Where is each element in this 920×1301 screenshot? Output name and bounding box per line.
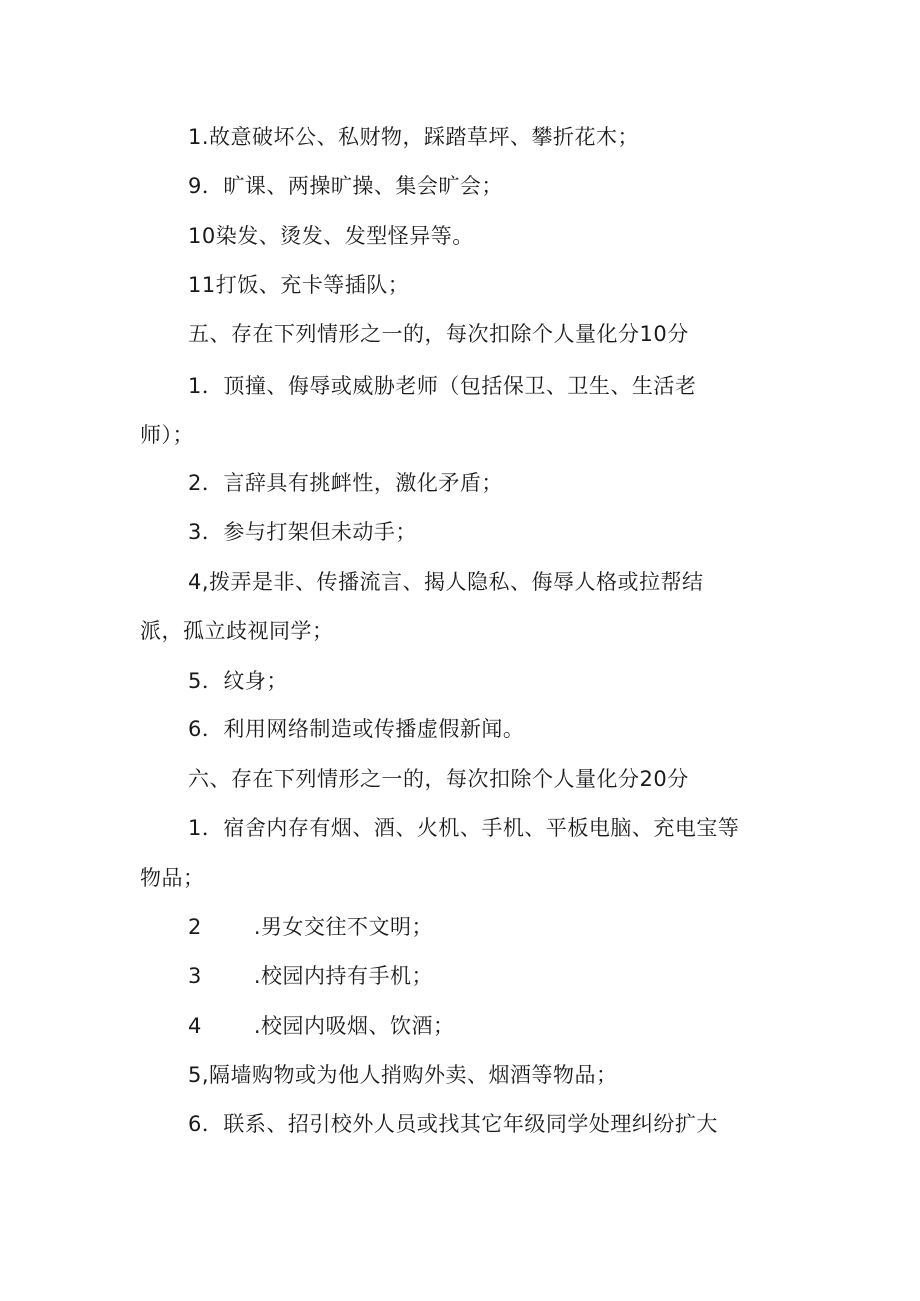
text-line: 派，孤立歧视同学； xyxy=(140,619,334,643)
text-line: 5,隔墙购物或为他人捎购外卖、烟酒等物品； xyxy=(188,1063,618,1087)
text-line: 6．利用网络制造或传播虚假新闻。 xyxy=(188,717,525,741)
section-heading: 六、存在下列情形之一的，每次扣除个人量化分20分 xyxy=(188,767,689,791)
text-line: 4,拨弄是非、传播流言、揭人隐私、侮辱人格或拉帮结 xyxy=(188,570,704,594)
item-number: 2 xyxy=(188,915,202,939)
text-line: 1．宿舍内存有烟、酒、火机、手机、平板电脑、充电宝等 xyxy=(188,816,740,840)
section-heading: 五、存在下列情形之一的，每次扣除个人量化分10分 xyxy=(188,322,689,346)
text-line: 6．联系、招引校外人员或找其它年级同学处理纠纷扩大 xyxy=(188,1112,718,1136)
item-number: 4 xyxy=(188,1014,202,1038)
item-text: .校园内持有手机； xyxy=(253,964,434,988)
text-line xyxy=(188,962,433,990)
item-text: .男女交往不文明； xyxy=(253,915,434,939)
text-line: 9．旷课、两操旷操、集会旷会； xyxy=(188,174,503,198)
text-line: 11打饭、充卡等插队； xyxy=(188,273,410,297)
text-line: 3．参与打架但未动手； xyxy=(188,520,417,544)
text-line: 10染发、烫发、发型怪异等。 xyxy=(188,224,474,248)
text-line: 5．纹身； xyxy=(188,669,288,693)
item-text: .校园内吸烟、饮酒； xyxy=(253,1014,455,1038)
text-line xyxy=(188,913,433,941)
text-line: 1.故意破坏公、私财物，踩踏草坪、攀折花木； xyxy=(188,125,640,149)
text-line xyxy=(188,1012,455,1040)
text-line: 物品； xyxy=(140,866,205,890)
item-number: 3 xyxy=(188,964,202,988)
text-line: 1．顶撞、侮辱或威胁老师（包括保卫、卫生、生活老 xyxy=(188,374,697,398)
text-line: 2．言辞具有挑衅性，激化矛盾； xyxy=(188,471,503,495)
text-line: 师）； xyxy=(140,423,194,447)
